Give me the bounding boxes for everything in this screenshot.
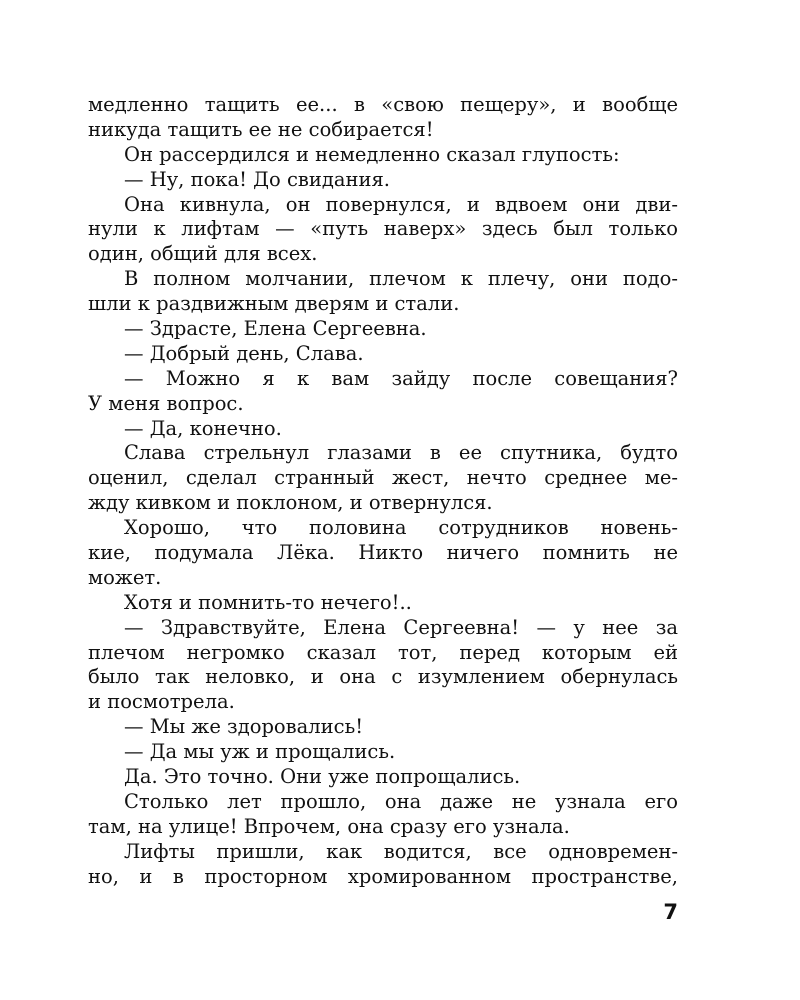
text-line: — Здравствуйте, Елена Сергеевна! — у нее за xyxy=(124,615,678,639)
text-line: кие, подумала Лёка. Никто ничего помнить не xyxy=(88,541,678,565)
text-line: там, на улице! Впрочем, она сразу его узнала. xyxy=(88,814,570,838)
text-line: Да. Это точно. Они уже попрощались. xyxy=(124,765,521,789)
text-line: Она кивнула, он повернулся, и вдвоем они дви- xyxy=(124,192,678,216)
text-line: но, и в просторном хромированном пространстве, xyxy=(88,864,678,888)
text-line: Он рассердился и немедленно сказал глупость: xyxy=(124,142,620,166)
text-line: Слава стрельнул глазами в ее спутника, будто xyxy=(124,441,678,465)
text-line: Лифты пришли, как водится, все одновремен- xyxy=(124,839,678,863)
text-line: может. xyxy=(88,565,162,589)
text-line: Хорошо, что половина сотрудников новень- xyxy=(124,516,678,540)
text-line: оценил, сделал странный жест, нечто среднее ме- xyxy=(88,466,678,490)
text-line: — Мы же здоровались! xyxy=(124,715,364,739)
text-line: — Да мы уж и прощались. xyxy=(124,740,396,764)
text-line: — Да, конечно. xyxy=(124,416,282,440)
text-line: плечом негромко сказал тот, перед которым ей xyxy=(88,640,678,664)
text-line: было так неловко, и она с изумлением обернулась xyxy=(88,665,678,689)
text-line: У меня вопрос. xyxy=(88,391,244,415)
text-line: — Здрасте, Елена Сергеевна. xyxy=(124,317,427,341)
text-line: Хотя и помнить-то нечего!.. xyxy=(124,590,412,614)
text-line: медленно тащить ее... в «свою пещеру», и вообще xyxy=(88,93,678,116)
text-line: В полном молчании, плечом к плечу, они подо- xyxy=(124,267,678,291)
body-text xyxy=(88,93,678,890)
text-line: Столько лет прошло, она даже не узнала его xyxy=(124,789,678,813)
text-line: — Ну, пока! До свидания. xyxy=(124,167,390,191)
text-line: — Можно я к вам зайду после совещания? xyxy=(124,366,678,390)
text-line: нули к лифтам — «путь наверх» здесь был только xyxy=(88,217,678,241)
text-line: жду кивком и поклоном, и отвернулся. xyxy=(88,491,493,515)
text-line: и посмотрела. xyxy=(88,690,235,714)
page-number: 7 xyxy=(663,900,678,924)
text-line: один, общий для всех. xyxy=(88,242,318,266)
text-line: никуда тащить ее не собирается! xyxy=(88,117,434,141)
text-line: — Добрый день, Слава. xyxy=(124,341,364,365)
text-line: шли к раздвижным дверям и стали. xyxy=(88,292,460,316)
